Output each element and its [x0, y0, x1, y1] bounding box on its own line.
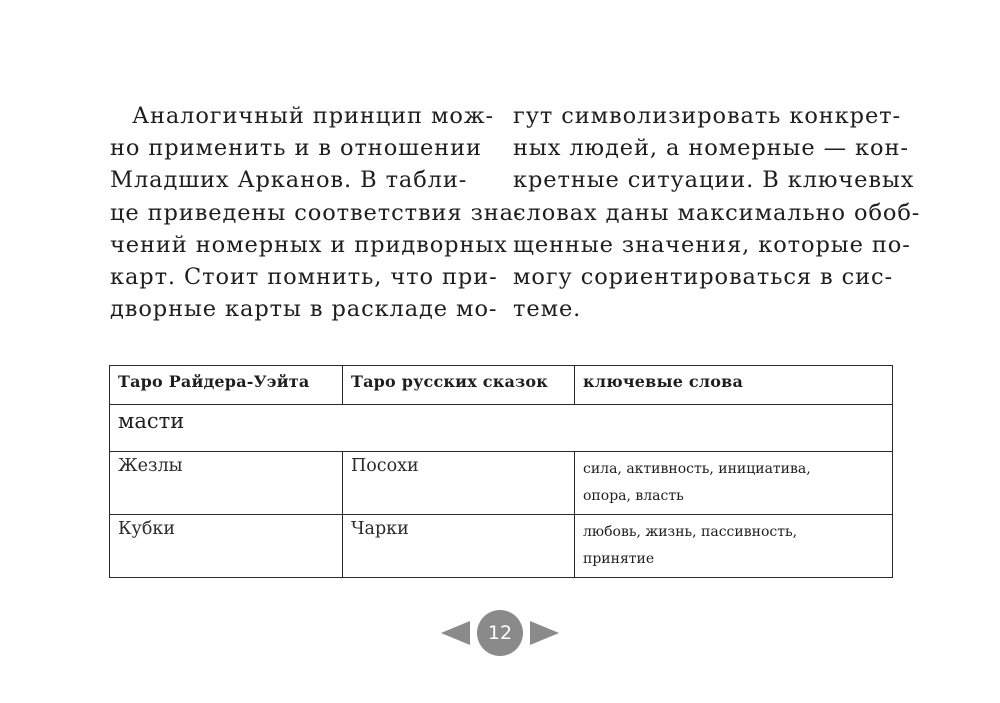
- cell-keywords: [575, 515, 893, 578]
- text-line: словах даны максимально обоб-: [513, 199, 921, 226]
- cell-russian-tales: Посохи: [343, 452, 575, 515]
- header-rider-waite: Таро Райдера-Уэйта: [110, 366, 343, 405]
- table-header-row: [110, 366, 893, 405]
- text-column-right: [513, 100, 921, 325]
- text-line: Младших Арканов. В табли-: [110, 167, 468, 194]
- text-line: дворные карты в раскладе мо-: [110, 296, 498, 323]
- keywords-line: опора, власть: [583, 488, 684, 504]
- correspondence-table: [109, 365, 893, 578]
- text-line: теме.: [513, 296, 582, 323]
- header-russian-tales: Таро русских сказок: [343, 366, 575, 405]
- text-line: щенные значения, которые по-: [513, 231, 911, 258]
- text-line: кретные ситуации. В ключевых: [513, 167, 915, 194]
- table-row: [110, 515, 893, 578]
- keywords-line: любовь, жизнь, пассивность,: [583, 524, 798, 540]
- text-line: карт. Стоит помнить, что при-: [110, 264, 498, 291]
- text-line: могу сориентироваться в сис-: [513, 264, 894, 291]
- text-line: це приведены соответствия зна-: [110, 199, 523, 226]
- header-keywords: ключевые слова: [575, 366, 893, 405]
- section-label: масти: [110, 405, 893, 452]
- text-line: чений номерных и придворных: [110, 231, 508, 258]
- text-column-left: [110, 100, 523, 325]
- text-line: но применить и в отношении: [110, 135, 482, 162]
- page-number-badge: 12: [477, 610, 523, 656]
- table-row: [110, 452, 893, 515]
- cell-rider-waite: Жезлы: [110, 452, 343, 515]
- text-line: Аналогичный принцип мож-: [132, 103, 494, 129]
- table-section-row: [110, 405, 893, 452]
- page-navigation: [437, 606, 563, 660]
- prev-page-arrow-icon[interactable]: [441, 621, 470, 645]
- text-line: ных людей, а номерные — кон-: [513, 135, 909, 162]
- next-page-arrow-icon[interactable]: [530, 621, 559, 645]
- cell-russian-tales: Чарки: [343, 515, 575, 578]
- keywords-line: сила, активность, инициатива,: [583, 461, 811, 477]
- cell-rider-waite: Кубки: [110, 515, 343, 578]
- keywords-line: принятие: [583, 551, 655, 567]
- cell-keywords: [575, 452, 893, 515]
- text-line: гут символизировать конкрет-: [513, 103, 902, 129]
